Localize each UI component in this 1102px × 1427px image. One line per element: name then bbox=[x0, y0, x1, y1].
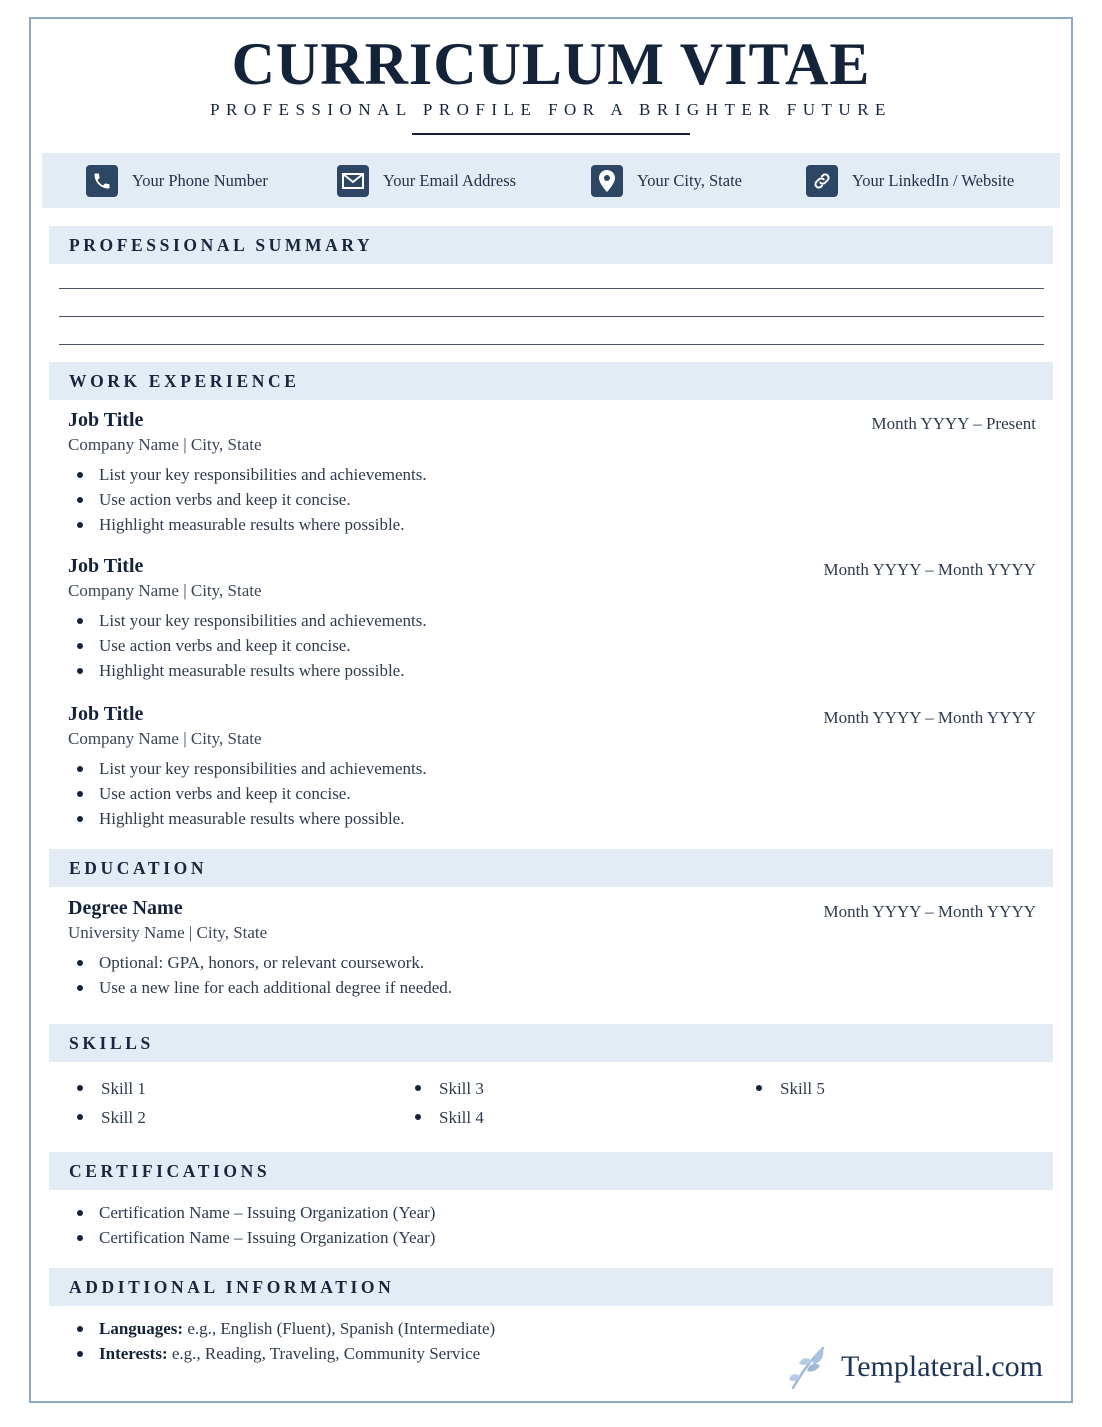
job-title: Job Title bbox=[68, 703, 144, 725]
contact-email bbox=[337, 165, 516, 197]
list-item: Highlight measurable results where possible. bbox=[68, 658, 427, 683]
job-title: Job Title bbox=[68, 409, 144, 431]
brand-logo bbox=[787, 1344, 1043, 1390]
job-company: Company Name | City, State bbox=[68, 729, 262, 748]
contact-phone bbox=[86, 165, 268, 197]
education-bullets bbox=[68, 950, 452, 1000]
list-item: Use a new line for each additional degree if needed. bbox=[68, 975, 452, 1000]
section-title: WORK EXPERIENCE bbox=[69, 370, 300, 391]
contact-linkedin bbox=[806, 165, 1014, 197]
item-text: e.g., English (Fluent), Spanish (Intermediate) bbox=[183, 1319, 496, 1338]
summary-line bbox=[59, 316, 1044, 317]
list-item: List your key responsibilities and achievements. bbox=[68, 462, 427, 487]
university-name: University Name | City, State bbox=[68, 923, 268, 942]
skill-item: Skill 3 bbox=[407, 1074, 484, 1103]
skills-column bbox=[748, 1074, 825, 1103]
list-item: List your key responsibilities and achievements. bbox=[68, 756, 427, 781]
section-header-experience bbox=[49, 362, 1053, 400]
job-dates: Month YYYY – Present bbox=[871, 414, 1036, 433]
list-item: Certification Name – Issuing Organization (Year) bbox=[68, 1200, 435, 1225]
job-dates: Month YYYY – Month YYYY bbox=[823, 560, 1036, 579]
email-text: Your Email Address bbox=[383, 171, 517, 190]
list-item: Use action verbs and keep it concise. bbox=[68, 633, 427, 658]
summary-line bbox=[59, 288, 1044, 289]
degree-name: Degree Name bbox=[68, 897, 183, 919]
summary-line bbox=[59, 344, 1044, 345]
list-item bbox=[68, 1341, 495, 1366]
location-text: Your City, State bbox=[637, 171, 742, 190]
section-header-summary bbox=[49, 226, 1053, 264]
list-item: Use action verbs and keep it concise. bbox=[68, 487, 427, 512]
list-item bbox=[68, 1316, 495, 1341]
email-icon bbox=[337, 165, 369, 197]
list-item: List your key responsibilities and achievements. bbox=[68, 608, 427, 633]
leaf-icon bbox=[787, 1344, 829, 1390]
item-text: e.g., Reading, Traveling, Community Service bbox=[167, 1344, 481, 1363]
job-dates: Month YYYY – Month YYYY bbox=[823, 708, 1036, 727]
section-header-additional bbox=[49, 1268, 1053, 1306]
skills-column bbox=[407, 1074, 484, 1132]
location-pin-icon bbox=[591, 165, 623, 197]
job-company: Company Name | City, State bbox=[68, 435, 262, 454]
section-header-education bbox=[49, 849, 1053, 887]
title-divider bbox=[412, 133, 690, 135]
item-label: Languages: bbox=[99, 1319, 184, 1338]
document-subtitle: PROFESSIONAL PROFILE FOR A BRIGHTER FUTURE bbox=[210, 100, 892, 119]
contact-bar bbox=[42, 153, 1060, 208]
section-title: PROFESSIONAL SUMMARY bbox=[69, 234, 374, 255]
phone-text: Your Phone Number bbox=[132, 171, 268, 190]
brand-name: Templateral.com bbox=[841, 1350, 1043, 1383]
job-bullets bbox=[68, 756, 427, 831]
job-bullets bbox=[68, 462, 427, 537]
list-item: Use action verbs and keep it concise. bbox=[68, 781, 427, 806]
section-title: ADDITIONAL INFORMATION bbox=[69, 1276, 395, 1297]
document-title: CURRICULUM VITAE bbox=[231, 31, 871, 97]
item-label: Interests: bbox=[99, 1344, 168, 1363]
contact-location bbox=[591, 165, 742, 197]
list-item: Highlight measurable results where possible. bbox=[68, 806, 427, 831]
skill-item: Skill 4 bbox=[407, 1103, 484, 1132]
link-icon bbox=[806, 165, 838, 197]
skills-column bbox=[69, 1074, 146, 1132]
additional-list bbox=[68, 1316, 495, 1366]
education-dates: Month YYYY – Month YYYY bbox=[823, 902, 1036, 921]
section-title: SKILLS bbox=[69, 1032, 154, 1053]
list-item: Highlight measurable results where possible. bbox=[68, 512, 427, 537]
skill-item: Skill 1 bbox=[69, 1074, 146, 1103]
job-bullets bbox=[68, 608, 427, 683]
section-title: CERTIFICATIONS bbox=[69, 1160, 271, 1181]
section-header-skills bbox=[49, 1024, 1053, 1062]
certification-list bbox=[68, 1200, 435, 1250]
linkedin-text: Your LinkedIn / Website bbox=[852, 171, 1015, 190]
skill-item: Skill 5 bbox=[748, 1074, 825, 1103]
section-title: EDUCATION bbox=[69, 857, 208, 878]
list-item: Optional: GPA, honors, or relevant coursework. bbox=[68, 950, 452, 975]
list-item: Certification Name – Issuing Organization (Year) bbox=[68, 1225, 435, 1250]
section-header-certifications bbox=[49, 1152, 1053, 1190]
job-company: Company Name | City, State bbox=[68, 581, 262, 600]
job-title: Job Title bbox=[68, 555, 144, 577]
skill-item: Skill 2 bbox=[69, 1103, 146, 1132]
phone-icon bbox=[86, 165, 118, 197]
